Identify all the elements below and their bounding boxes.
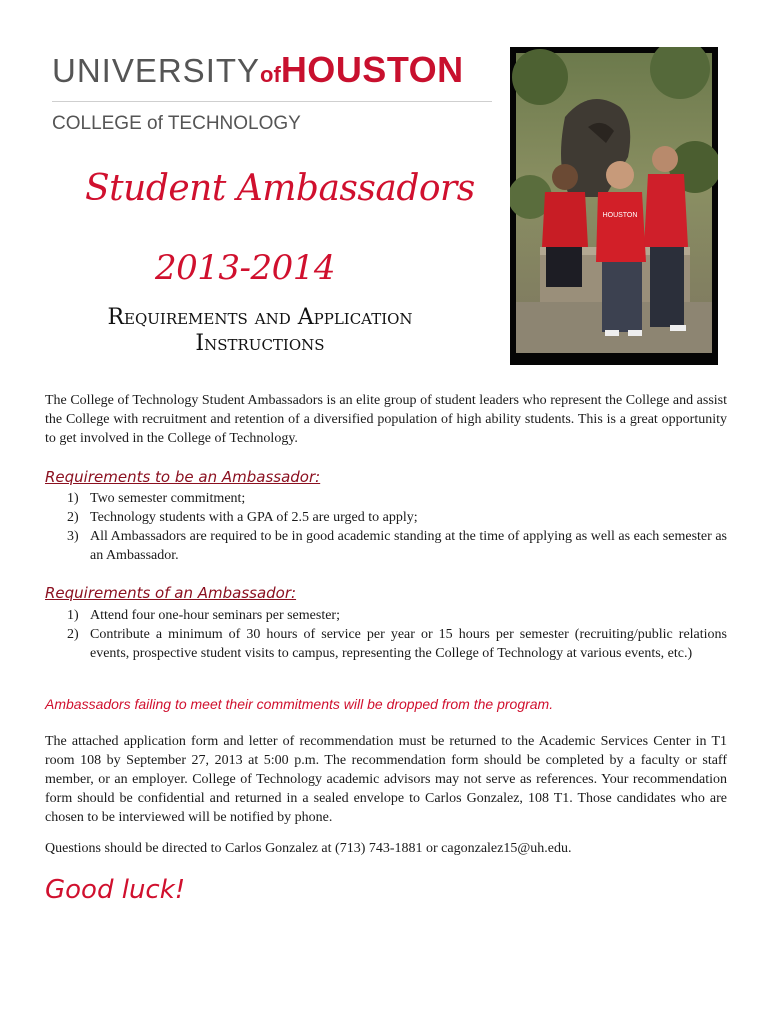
list-item bbox=[45, 489, 727, 508]
list-number: 2) bbox=[67, 510, 79, 525]
logo-of-text: of bbox=[260, 62, 281, 87]
list-number: 1) bbox=[67, 491, 79, 506]
list-item bbox=[45, 606, 727, 625]
list-item-text: Attend four one-hour seminars per semester; bbox=[90, 608, 340, 623]
list-item bbox=[45, 527, 727, 565]
page-title: Student Ambassadors bbox=[85, 168, 475, 209]
requirements-to-be-list bbox=[45, 489, 727, 565]
list-item-text: All Ambassadors are required to be in good academic standing at the time of applying as well as each semester as an Ambassador. bbox=[90, 529, 727, 563]
photo-shirt-text: HOUSTON bbox=[602, 212, 638, 219]
list-number: 3) bbox=[67, 529, 79, 544]
list-item-text: Contribute a minimum of 30 hours of service per year or 15 hours per semester (recruiting/public relations events, prospective student visits to campus, representing the College of Technology at various events, etc.) bbox=[90, 627, 727, 661]
requirements-of-list bbox=[45, 606, 727, 663]
logo-college-text: COLLEGE of TECHNOLOGY bbox=[52, 113, 301, 134]
page-year: 2013-2014 bbox=[155, 248, 336, 288]
list-number: 2) bbox=[67, 627, 79, 642]
list-item-text: Technology students with a GPA of 2.5 are urged to apply; bbox=[90, 510, 418, 525]
ambassadors-photo bbox=[510, 47, 718, 365]
list-item-text: Two semester commitment; bbox=[90, 491, 246, 506]
list-item bbox=[45, 508, 727, 527]
closing-text: Good luck! bbox=[45, 875, 186, 905]
page-subtitle: Requirements and Application Instructions bbox=[107, 305, 413, 356]
warning-text: Ambassadors failing to meet their commitments will be dropped from the program. bbox=[45, 696, 554, 712]
requirements-to-be-heading: Requirements to be an Ambassador: bbox=[45, 468, 321, 486]
logo-university-text: UNIVERSITY bbox=[52, 52, 261, 89]
list-number: 1) bbox=[67, 608, 79, 623]
contact-paragraph: Questions should be directed to Carlos Gonzalez at (713) 743-1881 or cagonzalez15@uh.edu. bbox=[45, 841, 572, 856]
logo-divider bbox=[52, 101, 492, 102]
logo-houston-text: HOUSTON bbox=[280, 49, 464, 90]
university-logo bbox=[52, 49, 464, 90]
requirements-of-heading: Requirements of an Ambassador: bbox=[45, 584, 297, 602]
intro-paragraph: The College of Technology Student Ambassadors is an elite group of student leaders who represent the College and assist the College with recruitment and retention of a diversified population of high ability students. This is a great opportunity to get involved in the College of Technology. bbox=[45, 393, 727, 446]
list-item bbox=[45, 625, 727, 663]
instructions-paragraph: The attached application form and letter of recommendation must be returned to the Academic Services Center in T1 room 108 by September 27, 2013 at 5:00 p.m. The recommendation form should be completed by a faculty or staff member, or an employer. College of Technology academic advisors may not serve as references. Your recommendation form should be confidential and returned in a sealed envelope to Carlos Gonzalez, 108 T1. Those candidates who are chosen to be interviewed will be notified by phone. bbox=[45, 734, 727, 825]
